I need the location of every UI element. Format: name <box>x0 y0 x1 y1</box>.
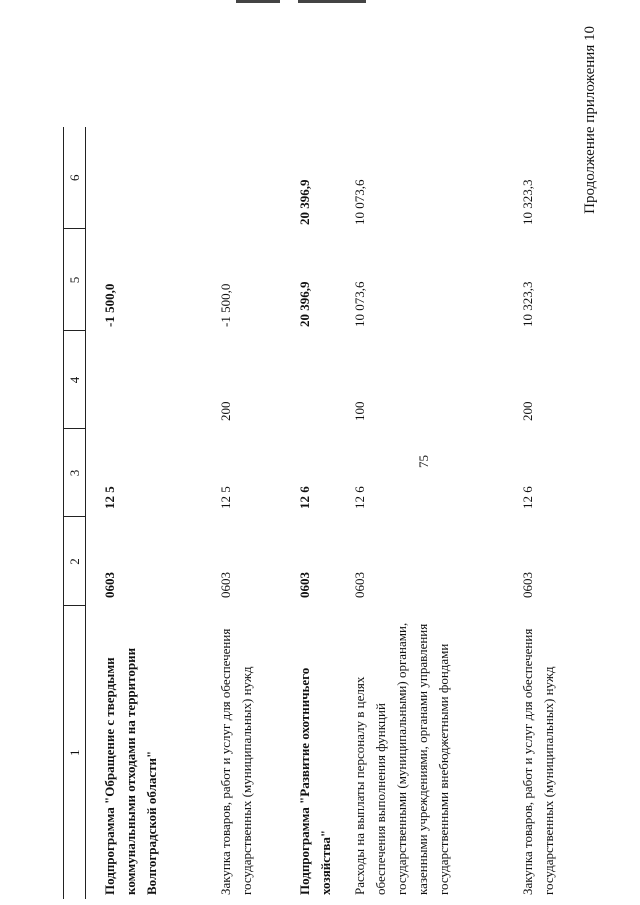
row-amount-5: 10 323,3 <box>519 281 535 327</box>
row-section-code: 0603 <box>217 572 233 598</box>
row-amount-5: 10 073,6 <box>351 281 367 327</box>
row-target-article: 12 6 <box>296 486 312 509</box>
row-amount-5: 20 396,9 <box>296 281 312 327</box>
table-row <box>86 127 202 899</box>
row-name: Подпрограмма "Обращение с твердыми коммунальными отходами на территории Волгоградской области" <box>102 647 159 895</box>
row-expense-type: 200 <box>519 401 535 421</box>
row-amount-6: 10 323,3 <box>519 179 535 225</box>
row-amount-6: 10 073,6 <box>351 179 367 225</box>
row-target-article: 12 6 <box>519 486 535 509</box>
row-amount-6 <box>86 127 202 229</box>
row-expense-type <box>86 331 202 429</box>
row-amount-6 <box>202 127 281 229</box>
table-row <box>202 127 281 899</box>
row-section-code: 0603 <box>519 572 535 598</box>
row-name: Закупка товаров, работ и услуг для обеспечения государственных (муниципальных) нужд <box>217 628 254 895</box>
page-number: 75 <box>416 455 431 468</box>
row-target-article: 12 5 <box>102 486 117 509</box>
header-cell: 2 <box>64 517 86 606</box>
row-amount-6: 20 396,9 <box>296 179 312 225</box>
row-name: Расходы на выплаты персоналу в целях обеспечения выполнения функций государственными (муниципальными) органами, казенными учреждениями, органами управления государственными внебюджетными фондами <box>351 622 451 895</box>
continuation-label: Продолжение приложения 10 <box>582 26 598 214</box>
header-cell: 4 <box>64 331 86 429</box>
table-row <box>504 127 584 899</box>
row-section-code: 0603 <box>351 572 367 598</box>
header-cell: 3 <box>64 429 86 517</box>
budget-table <box>63 127 584 899</box>
row-section-code: 0603 <box>102 572 117 598</box>
table-row <box>336 127 504 899</box>
header-row <box>64 127 86 899</box>
row-expense-type <box>281 331 336 429</box>
header-cell: 5 <box>64 229 86 331</box>
header-cell: 6 <box>64 127 86 229</box>
row-amount-5: -1 500,0 <box>217 283 233 327</box>
row-target-article: 12 6 <box>351 486 367 509</box>
row-expense-type: 100 <box>351 401 367 421</box>
row-expense-type: 200 <box>217 401 233 421</box>
row-amount-5: -1 500,0 <box>102 283 117 327</box>
row-name: Закупка товаров, работ и услуг для обеспечения государственных (муниципальных) нужд <box>519 628 556 895</box>
header-cell: 1 <box>64 606 86 899</box>
row-section-code: 0603 <box>296 572 312 598</box>
table-row <box>281 127 336 899</box>
row-target-article: 12 5 <box>217 486 233 509</box>
row-name: Подпрограмма "Развитие охотничьего хозяйства" <box>296 667 333 895</box>
